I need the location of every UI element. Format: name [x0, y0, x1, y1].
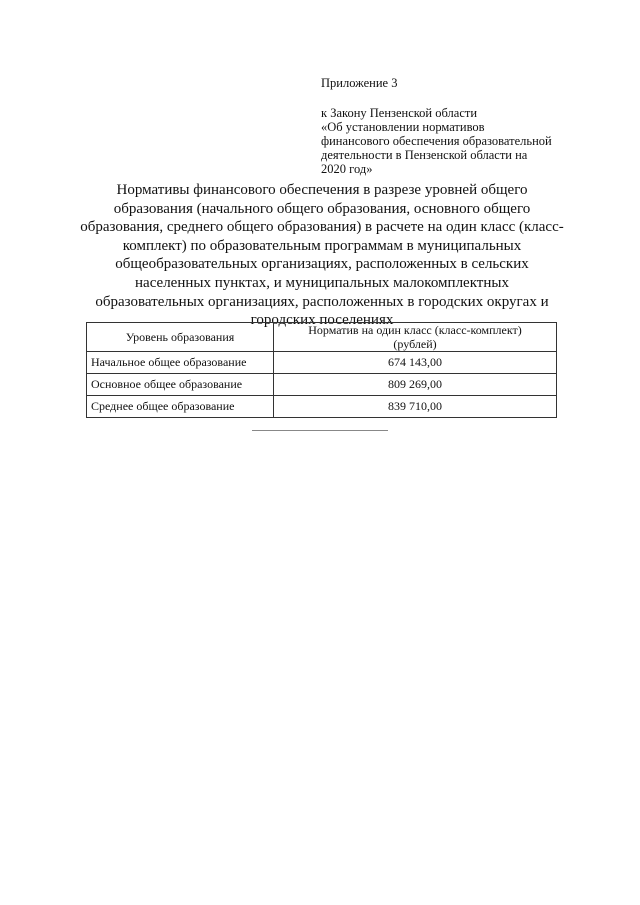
table-header-row: [87, 323, 557, 352]
row-value: 674 143,00: [274, 352, 557, 374]
row-value: 839 710,00: [274, 396, 557, 418]
table-row: [87, 374, 557, 396]
appendix-law-reference: к Закону Пензенской области «Об установлении нормативов финансового обеспечения образовательной деятельности в Пензенской области на 2020 год»: [321, 106, 552, 176]
appendix-block: [321, 76, 581, 176]
norms-table: [86, 322, 557, 418]
closing-divider: [252, 430, 388, 431]
header-norm: Норматив на один класс (класс-комплект) (рублей): [274, 323, 557, 352]
row-level: Начальное общее образование: [87, 352, 274, 374]
table-row: [87, 352, 557, 374]
appendix-title: Приложение 3: [321, 76, 398, 90]
table-row: [87, 396, 557, 418]
row-level: Среднее общее образование: [87, 396, 274, 418]
header-level: Уровень образования: [87, 323, 274, 352]
row-value: 809 269,00: [274, 374, 557, 396]
row-level: Основное общее образование: [87, 374, 274, 396]
document-title: Нормативы финансового обеспечения в разрезе уровней общего образования (начального общего образования, основного общего образования, среднего общего образования) в расчете на один класс (класс- комплект) по образовательным программам в муниципальных общеобразовательных организациях, расположенных в сельских населенных пунктах, и муниципальных малокомплектных образовательных организациях, расположенных в городских округах и городских поселениях: [80, 182, 564, 329]
